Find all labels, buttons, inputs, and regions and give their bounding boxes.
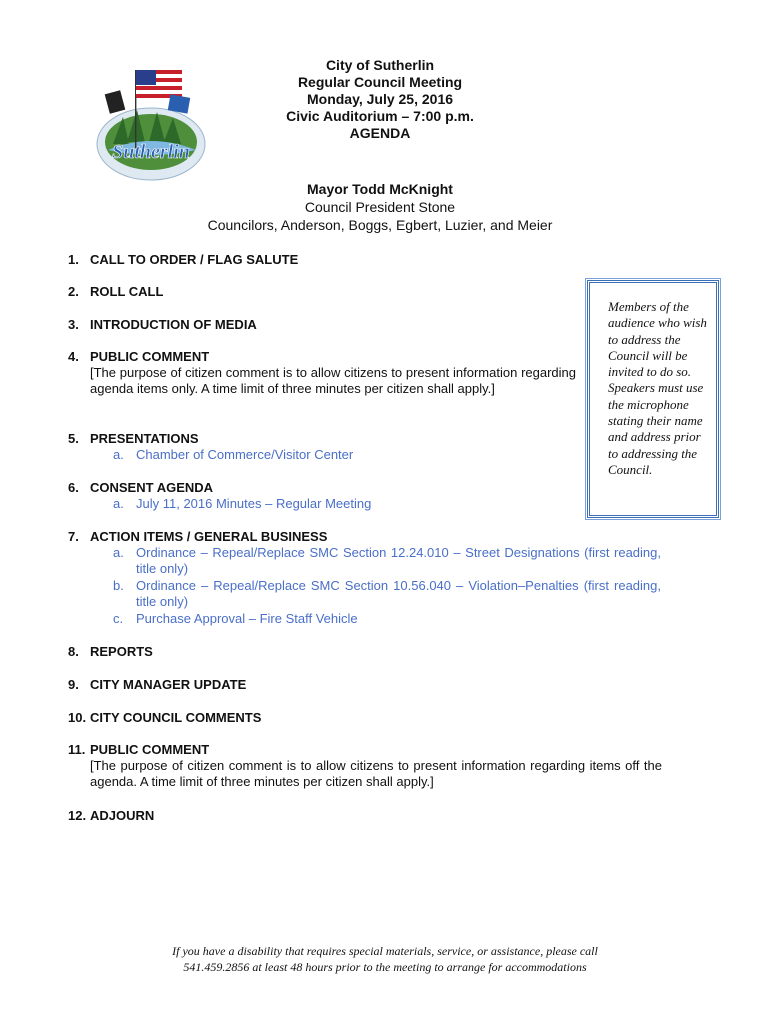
item-title: PUBLIC COMMENT	[90, 742, 210, 757]
item-title: ACTION ITEMS / GENERAL BUSINESS	[90, 529, 328, 544]
sub-item-text: Chamber of Commerce/Visitor Center	[136, 447, 354, 462]
meeting-header	[230, 57, 530, 142]
logo-text: Sutherlin	[112, 141, 190, 163]
item-number: 4.	[68, 349, 79, 364]
sub-item-text: Ordinance – Repeal/Replace SMC Section 12.24.010 – Street Designations (first reading, title only)	[136, 545, 661, 576]
mayor-name: Mayor Todd McKnight	[307, 181, 453, 197]
sub-item-letter: b.	[113, 578, 124, 593]
item-number: 10.	[68, 710, 87, 725]
audience-notice-box	[587, 280, 719, 518]
header-city: City of Sutherlin	[325, 57, 435, 73]
item-number: 1.	[68, 252, 79, 267]
header-meeting-type: Regular Council Meeting	[297, 74, 463, 90]
header-agenda: AGENDA	[349, 125, 411, 141]
item-title: PRESENTATIONS	[90, 431, 199, 446]
item-number: 6.	[68, 480, 79, 495]
officials	[150, 180, 610, 234]
city-seal-logo	[93, 62, 213, 184]
accessibility-footer	[100, 943, 670, 975]
council-president: Council President Stone	[304, 199, 456, 215]
sub-item-letter: a.	[113, 545, 124, 560]
item-title: CITY COUNCIL COMMENTS	[90, 710, 262, 725]
item-description: [The purpose of citizen comment is to allow citizens to present information regarding items off the agenda. A time limit of three minutes per citizen shall apply.]	[90, 758, 662, 789]
sub-item-text: July 11, 2016 Minutes – Regular Meeting	[136, 496, 372, 511]
item-number: 2.	[68, 284, 79, 299]
item-title: REPORTS	[90, 644, 153, 659]
item-number: 12.	[68, 808, 87, 823]
item-number: 8.	[68, 644, 79, 659]
footer-line-2: 541.459.2856 at least 48 hours prior to the meeting to arrange for accommodations	[183, 960, 587, 974]
item-title: INTRODUCTION OF MEDIA	[90, 317, 257, 332]
sub-item-text: Purchase Approval – Fire Staff Vehicle	[136, 611, 358, 626]
header-date: Monday, July 25, 2016	[306, 91, 454, 107]
sub-item-letter: c.	[113, 611, 124, 626]
audience-notice-text: Members of the audience who wish to address the Council will be invited to do so. Speakers must use the microphone stating their name and address prior to addressing the Council.	[608, 299, 707, 477]
sub-item-letter: a.	[113, 496, 124, 511]
sub-item-letter: a.	[113, 447, 124, 462]
item-title: ROLL CALL	[90, 284, 164, 299]
item-title: CONSENT AGENDA	[90, 480, 214, 495]
item-title: ADJOURN	[90, 808, 155, 823]
item-number: 11.	[68, 742, 86, 757]
item-title: CITY MANAGER UPDATE	[90, 677, 247, 692]
item-number: 3.	[68, 317, 79, 332]
item-title: CALL TO ORDER / FLAG SALUTE	[90, 252, 299, 267]
item-number: 7.	[68, 529, 79, 544]
header-location: Civic Auditorium – 7:00 p.m.	[286, 108, 474, 124]
item-number: 5.	[68, 431, 79, 446]
item-number: 9.	[68, 677, 79, 692]
sub-item-text: Ordinance – Repeal/Replace SMC Section 10.56.040 – Violation–Penalties (first reading, title only)	[136, 578, 661, 609]
item-title: PUBLIC COMMENT	[90, 349, 210, 364]
councilors: Councilors, Anderson, Boggs, Egbert, Luzier, and Meier	[207, 217, 553, 233]
item-description: [The purpose of citizen comment is to allow citizens to present information regarding agenda items only. A time limit of three minutes per citizen shall apply.]	[90, 365, 576, 396]
footer-line-1: If you have a disability that requires special materials, service, or assistance, please call	[172, 944, 598, 958]
